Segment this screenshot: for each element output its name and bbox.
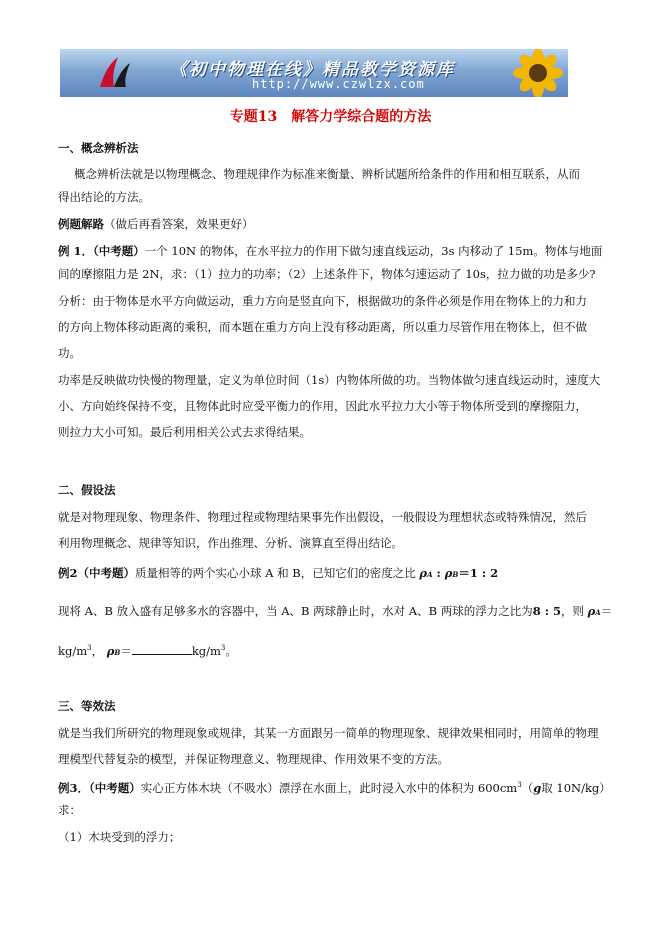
example-2-line-2 xyxy=(58,603,612,621)
sunflower-icon xyxy=(498,49,568,97)
example-heading-note: （做后再看答案，效果更好） xyxy=(104,217,254,231)
section-3-heading: 三、等效法 xyxy=(58,699,116,713)
unit-kgm3: kg/m xyxy=(191,643,221,658)
banner-url: http://www.czwlzx.com xyxy=(252,77,425,91)
example-1-label: 例 1．（中考题） xyxy=(58,244,145,258)
section-3-para-line-2: 理模型代替复杂的模型，并保证物理意义、物理规律、作用效果不变的方法。 xyxy=(58,752,449,766)
buoyancy-ratio: 8 : 5 xyxy=(532,604,561,618)
analysis-line-2: 的方向上物体移动距离的乘积，而本题在重力方向上没有移动距离，所以重力尽管作用在物体上，但不做 xyxy=(58,320,587,334)
section-3-para-line-1: 就是当我们所研究的物理现象或规律，其某一方面跟另一简单的物理现象、规律效果相同时，用简单的物理 xyxy=(58,726,599,740)
subscript-b: B xyxy=(114,647,121,657)
answer-blank[interactable] xyxy=(132,644,192,655)
rho-symbol: ρ xyxy=(106,643,115,658)
banner-title: 《初中物理在线》精品教学资源库 xyxy=(170,60,455,80)
example-heading xyxy=(58,216,254,232)
rho-symbol: ρ xyxy=(444,566,453,580)
analysis-line-1: 分析：由于物体是水平方向做运动，重力方向是竖直向下，根据做功的条件必须是作用在物体上的力和力 xyxy=(58,294,587,308)
analysis-line-5: 小、方向始终保持不变，且物体此时应受平衡力的作用，因此水平拉力大小等于物体所受到的摩擦阻力， xyxy=(58,399,587,413)
gravity-symbol: g xyxy=(533,780,542,795)
unit-kgm3: kg/m xyxy=(58,643,88,658)
example-3-line-2: 求： xyxy=(58,803,81,817)
example-heading-bold: 例题解路 xyxy=(58,217,104,231)
example-3-text-1: 实心正方体木块（不吸水）漂浮在水面上，此时浸入水中的体积为 600cm xyxy=(140,780,518,795)
section-2-para-line-1: 就是对物理现象、物理条件、物理过程或物理结果事先作出假设，一般假设为理想状态或特殊情况，然后 xyxy=(58,510,587,524)
analysis-line-4: 功率是反映做功快慢的物理量，定义为单位时间（1s）内物体所做的功。当物体做匀速直线运动时，速度大 xyxy=(58,373,601,387)
analysis-line-3: 功。 xyxy=(58,346,81,360)
example-3-question-1: （1）木块受到的浮力； xyxy=(58,830,181,844)
section-1-para-line-1: 概念辨析法就是以物理概念、物理规律作为标准来衡量、辨析试题所给条件的作用和相互联系，从而 xyxy=(74,167,580,181)
equals-sign: ＝ xyxy=(120,643,132,658)
section-1-para-line-2: 得出结论的方法。 xyxy=(58,190,150,204)
example-2-text-2: 现将 A、B 放入盛有足够多水的容器中，当 A、B 两球静止时，水对 A、B 两球的浮力之比为 xyxy=(58,604,533,618)
header-banner xyxy=(60,49,568,97)
unit-exponent: 3 xyxy=(517,781,522,789)
rho-symbol: ρ xyxy=(419,566,428,580)
example-2-line-3: $kg/m^3$， $\rho B= kg/m^3$。 xyxy=(58,643,237,658)
section-2-para-line-2: 利用物理概念、规律等知识，作出推理、分析、演算直至得出结论。 xyxy=(58,536,403,550)
example-2-line-1: 例2（中考题）质量相等的两个实心小球 A 和 B，已知它们的密度之比 ρA : ρB＝1 : 2 xyxy=(58,566,499,580)
example-1-text-1: 一个 10N 的物体，在水平拉力的作用下做匀速直线运动，3s 内移动了 15m。物体与地面 xyxy=(144,244,603,258)
example-1-line-1 xyxy=(58,243,602,259)
example-3-paren: （ xyxy=(521,780,534,795)
unit-exponent: 3 xyxy=(220,644,226,652)
equals-sign: ＝ xyxy=(600,604,613,618)
unit-exponent: 3 xyxy=(87,644,92,652)
rho-symbol: ρ xyxy=(587,604,596,618)
example-2-text-2b: ，则 xyxy=(560,604,584,618)
subscript-a: A xyxy=(595,608,601,617)
example-3-text-1c: 取 10N/kg） xyxy=(541,780,611,795)
example-2-text-1: 质量相等的两个实心小球 A 和 B，已知它们的密度之比 xyxy=(135,566,416,580)
subscript-a: A xyxy=(427,570,433,579)
example-3-line-1 xyxy=(58,777,611,796)
example-2-label: 例2（中考题） xyxy=(58,566,136,580)
example-1-line-2: 间的摩擦阻力是 2N，求：（1）拉力的功率；（2）上述条件下，物体匀速运动了 10s，拉力做的功是多少? xyxy=(58,267,596,281)
document-title: 专题13 解答力学综合题的方法 xyxy=(229,109,432,125)
analysis-line-6: 则拉力大小可知。最后利用相关公式去求得结果。 xyxy=(58,425,311,439)
section-1-heading: 一、概念辨析法 xyxy=(58,141,139,155)
density-ratio: ＝1 : 2 xyxy=(458,566,499,580)
logo-icon xyxy=(94,55,134,91)
subscript-b: B xyxy=(452,570,459,579)
example-3-label: 例3．（中考题） xyxy=(58,780,141,795)
section-2-heading: 二、假设法 xyxy=(58,483,116,497)
